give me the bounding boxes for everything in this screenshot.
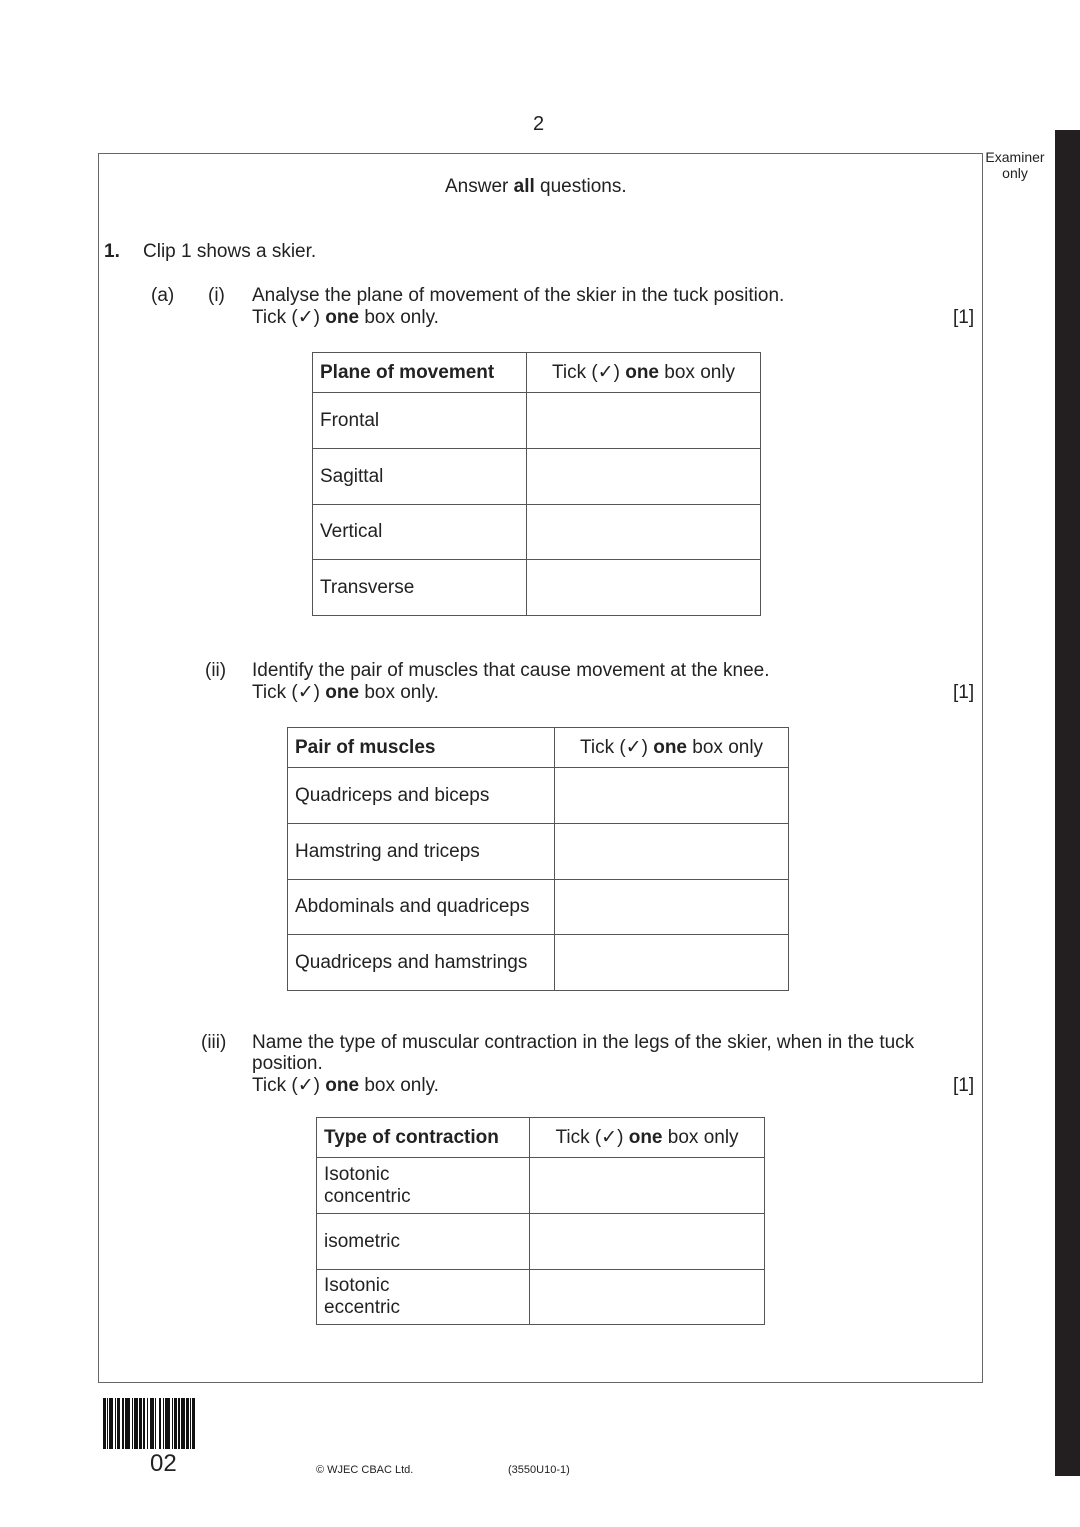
subpart-text: Analyse the plane of movement of the skier in the tuck position.	[252, 285, 785, 306]
tick-box[interactable]	[555, 768, 789, 824]
page-code: 02	[150, 1450, 177, 1477]
option-label: Transverse	[313, 560, 527, 616]
option-label: Frontal	[313, 393, 527, 449]
table-header: Type of contraction	[317, 1118, 530, 1158]
examiner-only-label: Examiner only	[985, 149, 1045, 181]
option-label: Quadriceps and biceps	[288, 768, 555, 824]
subpart-text: Name the type of muscular contraction in the legs of the skier, when in the tuck	[252, 1032, 915, 1053]
tick-box[interactable]	[527, 560, 761, 616]
marks: [1]	[953, 307, 975, 328]
page-number: 2	[533, 113, 545, 135]
tick-box[interactable]	[555, 935, 789, 991]
table-header: Pair of muscles	[288, 728, 555, 768]
barcode	[103, 1398, 225, 1449]
muscles-table	[287, 727, 789, 991]
instruction: Answer all questions.	[445, 176, 627, 197]
tick-box[interactable]	[530, 1270, 765, 1325]
tick-box[interactable]	[555, 880, 789, 935]
option-label: Quadriceps and hamstrings	[288, 935, 555, 991]
tick-header: Tick (✓) one box only	[530, 1118, 765, 1158]
paper-code: (3550U10-1)	[508, 1464, 570, 1476]
option-label: Abdominals and quadriceps	[288, 880, 555, 935]
plane-table	[312, 352, 761, 616]
tick-instruction: Tick (✓) one box only.	[252, 682, 439, 703]
tick-instruction: Tick (✓) one box only.	[252, 307, 439, 328]
option-label: Isotonic concentric	[317, 1158, 530, 1214]
option-label: Vertical	[313, 505, 527, 560]
tick-box[interactable]	[530, 1158, 765, 1214]
tick-box[interactable]	[530, 1214, 765, 1270]
question-number: 1.	[104, 241, 120, 262]
copyright: © WJEC CBAC Ltd.	[316, 1464, 414, 1476]
contraction-table	[316, 1117, 765, 1325]
tick-box[interactable]	[527, 449, 761, 505]
subpart-text-cont: position.	[252, 1053, 323, 1074]
tick-box[interactable]	[527, 505, 761, 560]
subpart-label: (iii)	[201, 1032, 227, 1053]
tick-box[interactable]	[555, 824, 789, 880]
tick-header: Tick (✓) one box only	[555, 728, 789, 768]
question-text: Clip 1 shows a skier.	[143, 241, 317, 262]
subpart-text: Identify the pair of muscles that cause movement at the knee.	[252, 660, 770, 681]
option-label: Sagittal	[313, 449, 527, 505]
marks: [1]	[953, 1075, 975, 1096]
tick-instruction: Tick (✓) one box only.	[252, 1075, 439, 1096]
tick-header: Tick (✓) one box only	[527, 353, 761, 393]
option-label: Hamstring and triceps	[288, 824, 555, 880]
subpart-label: (i)	[208, 285, 225, 306]
subpart-label: (ii)	[205, 660, 227, 681]
option-label: Isotonic eccentric	[317, 1270, 530, 1325]
part-label-a: (a)	[151, 285, 175, 306]
tick-box[interactable]	[527, 393, 761, 449]
margin-bar	[1055, 130, 1080, 1476]
table-header: Plane of movement	[313, 353, 527, 393]
option-label: isometric	[317, 1214, 530, 1270]
marks: [1]	[953, 682, 975, 703]
